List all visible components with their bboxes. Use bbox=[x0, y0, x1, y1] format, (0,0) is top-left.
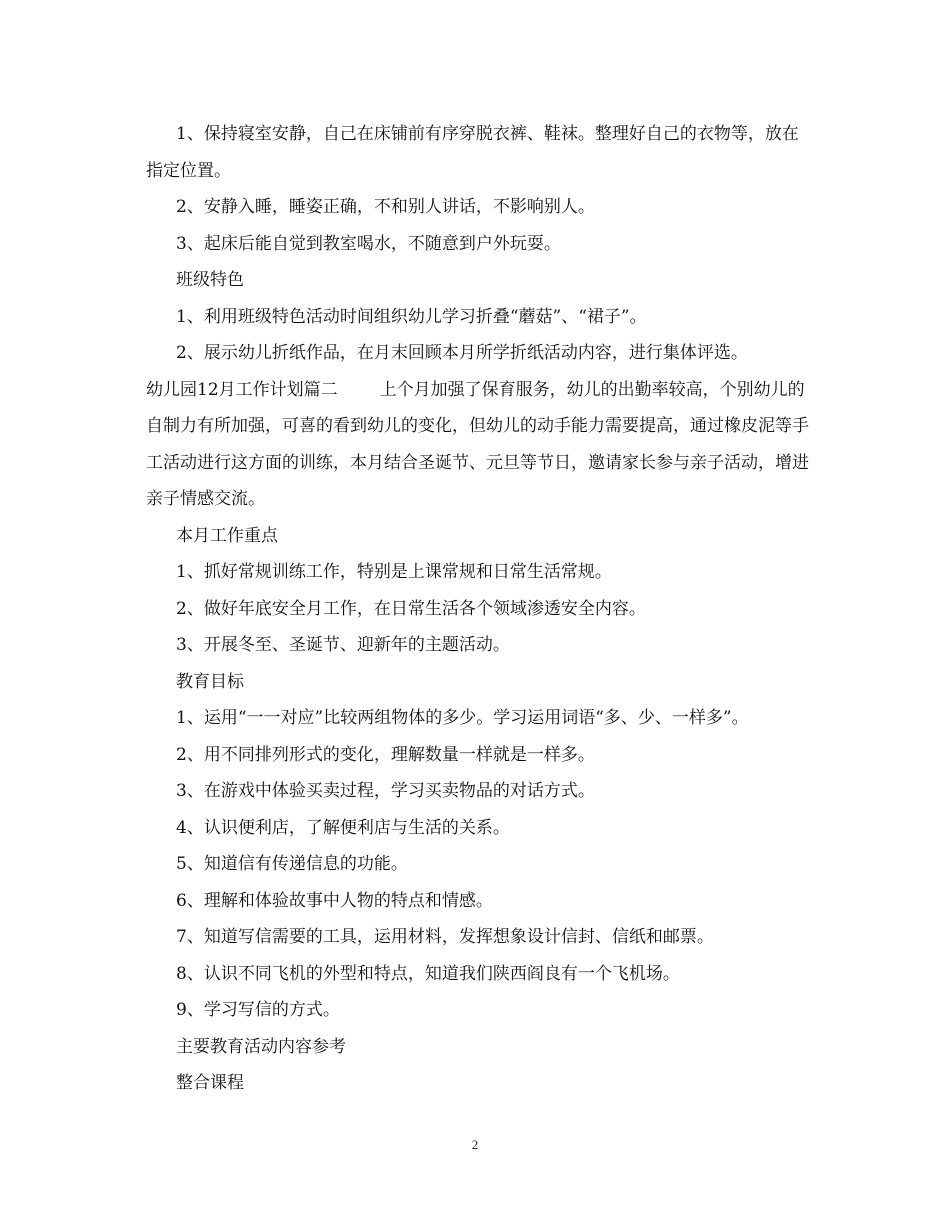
paragraph-dormitory-quiet: 1、保持寝室安静，自己在床铺前有序穿脱衣裤、鞋袜。整理好自己的衣物等，放在指定位置。 bbox=[146, 124, 799, 181]
heading-integrated-curriculum: 整合课程 bbox=[176, 1073, 244, 1093]
document-body bbox=[146, 116, 810, 1102]
goal-item-1: 1、运用“一一对应”比较两组物体的多少。学习运用词语“多、少、一样多”。 bbox=[176, 708, 749, 728]
heading-class-features: 班级特色 bbox=[176, 270, 244, 290]
paragraph-folding-activity: 1、利用班级特色活动时间组织幼儿学习折叠“蘑菇”、“裙子”。 bbox=[176, 306, 647, 327]
heading-monthly-focus: 本月工作重点 bbox=[176, 525, 278, 546]
goal-item-2: 2、用不同排列形式的变化，理解数量一样就是一样多。 bbox=[176, 744, 595, 765]
paragraph-routine-training: 1、抓好常规训练工作，特别是上课常规和日常生活常规。 bbox=[176, 562, 612, 582]
paragraph-safety-month: 2、做好年底安全月工作，在日常生活各个领域渗透安全内容。 bbox=[176, 598, 646, 619]
goal-item-3: 3、在游戏中体验买卖过程，学习买卖物品的对话方式。 bbox=[176, 781, 595, 801]
goal-item-7: 7、知道写信需要的工具，运用材料，发挥想象设计信封、信纸和邮票。 bbox=[176, 927, 714, 947]
goal-item-5: 5、知道信有传递信息的功能。 bbox=[176, 854, 408, 874]
goal-item-9: 9、学习写信的方式。 bbox=[176, 1000, 340, 1020]
goal-item-4: 4、认识便利店，了解便利店与生活的关系。 bbox=[176, 817, 510, 838]
paragraph-after-wakeup: 3、起床后能自觉到教室喝水，不随意到户外玩耍。 bbox=[176, 233, 561, 254]
section-intro: 上个月加强了保育服务，幼儿的出勤率较高，个别幼儿的自制力有所加强，可喜的看到幼儿的变化，但幼儿的动手能力需要提高，通过橡皮泥等手工活动进行这方面的训练，本月结合圣诞节、元旦等节日，邀请家长参与亲子活动，增进亲子情感交流。 bbox=[146, 379, 809, 509]
paragraph-theme-activities: 3、开展冬至、圣诞节、迎新年的主题活动。 bbox=[176, 635, 510, 655]
page-number: 2 bbox=[471, 1137, 479, 1152]
heading-education-goals: 教育目标 bbox=[176, 671, 244, 692]
section-title: 幼儿园12月工作计划篇二 bbox=[146, 379, 338, 400]
goal-item-8: 8、认识不同飞机的外型和特点，知道我们陕西阎良有一个飞机场。 bbox=[176, 963, 680, 984]
goal-item-6: 6、理解和体验故事中人物的特点和情感。 bbox=[176, 890, 493, 911]
paragraph-sleep-quietly: 2、安静入睡，睡姿正确，不和别人讲话，不影响别人。 bbox=[176, 197, 595, 217]
paragraph-origami-showcase: 2、展示幼儿折纸作品，在月末回顾本月所学折纸活动内容，进行集体评选。 bbox=[176, 343, 748, 363]
section-paragraph-plan-two bbox=[146, 372, 810, 518]
heading-main-activities: 主要教育活动内容参考 bbox=[176, 1036, 346, 1057]
